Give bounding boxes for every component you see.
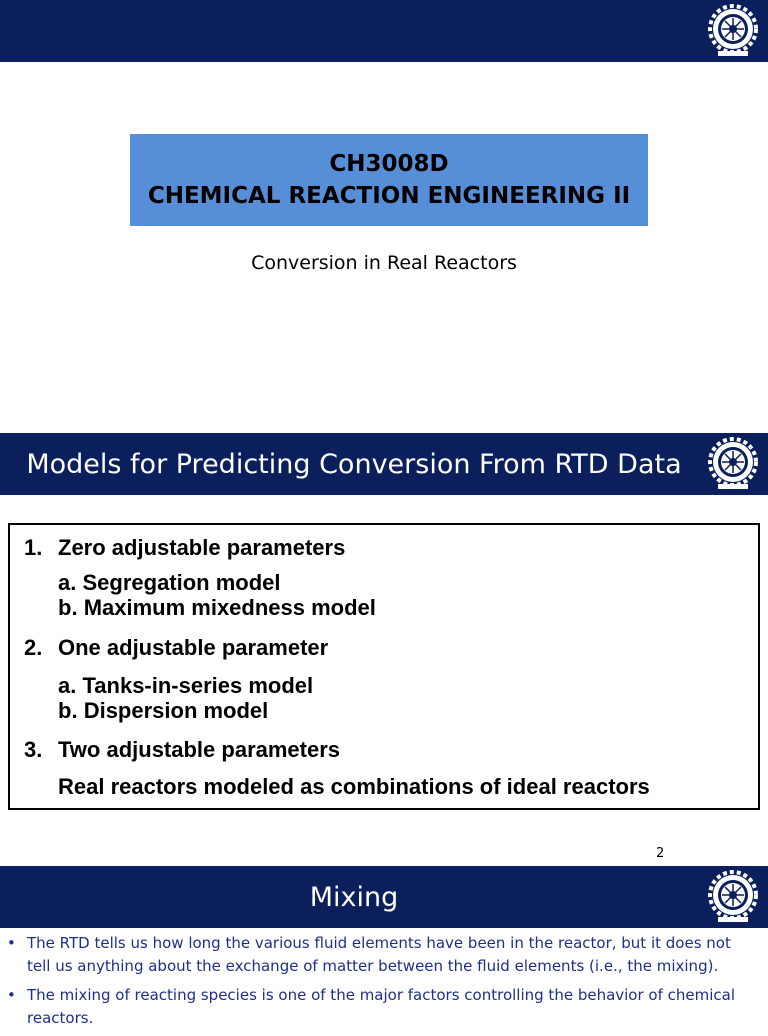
- course-title: CHEMICAL REACTION ENGINEERING II: [147, 183, 631, 209]
- slide3-title: Mixing: [309, 881, 399, 913]
- mixing-bullets: [0, 932, 768, 1036]
- rtd-models-list: [8, 523, 760, 810]
- list-item: a. Tanks-in-series model: [58, 673, 314, 698]
- slide1-header-band: [0, 0, 768, 62]
- course-title-box: [130, 134, 648, 226]
- institute-logo-icon: [706, 4, 760, 58]
- list-item: b. Maximum mixedness model: [58, 595, 376, 620]
- slide3-header-band: [0, 866, 768, 928]
- list-item: 2. One adjustable parameter: [24, 635, 329, 660]
- institute-logo-icon: [706, 870, 760, 924]
- course-code: CH3008D: [329, 150, 449, 177]
- list-item: • The RTD tells us how long the various fluid elements have been in the reactor, but it does not tell us anything about the exchange of matter between the fluid elements (i.e., the mixing).: [7, 934, 731, 975]
- bullet-dot-icon: •: [7, 934, 16, 952]
- bullet-dot-icon: •: [7, 986, 16, 1004]
- slide1-subtitle: Conversion in Real Reactors: [251, 252, 517, 274]
- list-item: 1. Zero adjustable parameters: [24, 535, 346, 560]
- slide2-title: Models for Predicting Conversion From RTD Data: [26, 448, 682, 480]
- list-item: • The mixing of reacting species is one of the major factors controlling the behavior of chemical reactors.: [7, 986, 736, 1027]
- institute-logo-icon: [706, 437, 760, 491]
- slide2-header-band: [0, 433, 768, 495]
- list-item: a. Segregation model: [58, 570, 281, 595]
- list-item: Real reactors modeled as combinations of ideal reactors: [58, 774, 650, 799]
- list-item: 3. Two adjustable parameters: [24, 737, 341, 762]
- list-item: b. Dispersion model: [58, 698, 269, 723]
- page-number: 2: [656, 846, 665, 861]
